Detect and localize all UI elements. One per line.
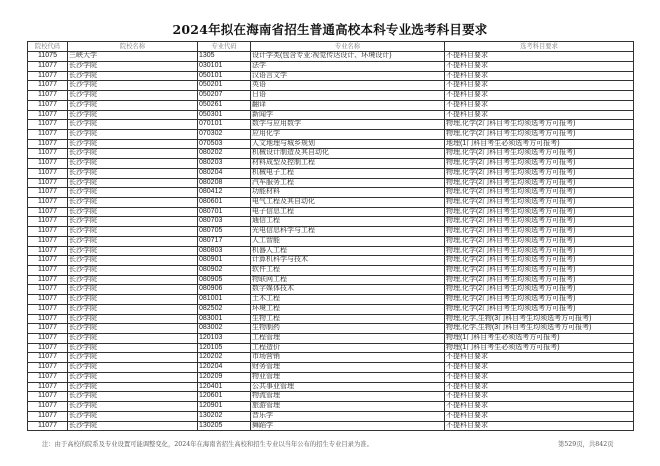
cell-school-name: 长沙学院 xyxy=(68,197,198,207)
cell-school-code: 11075 xyxy=(28,52,68,62)
cell-subject-requirement: 物理,化学(2门科目考生均须选考方可报考) xyxy=(445,295,634,305)
cell-major-code: 080701 xyxy=(198,207,251,217)
cell-school-code: 11077 xyxy=(28,324,68,334)
cell-major-code: 070503 xyxy=(198,139,251,149)
cell-major-code: 130205 xyxy=(198,421,251,431)
cell-school-code: 11077 xyxy=(28,207,68,217)
cell-major-name: 应用化学 xyxy=(251,129,445,139)
cell-major-code: 080906 xyxy=(198,285,251,295)
cell-school-code: 11077 xyxy=(28,343,68,353)
cell-school-code: 11077 xyxy=(28,110,68,120)
cell-major-name: 公共事业管理 xyxy=(251,382,445,392)
cell-subject-requirement: 不提科目要求 xyxy=(445,372,634,382)
cell-school-name: 长沙学院 xyxy=(68,353,198,363)
cell-school-name: 长沙学院 xyxy=(68,91,198,101)
cell-major-code: 080705 xyxy=(198,227,251,237)
table-row xyxy=(28,363,634,373)
cell-major-name: 土木工程 xyxy=(251,295,445,305)
cell-major-code: 120901 xyxy=(198,402,251,412)
cell-major-code: 080203 xyxy=(198,159,251,169)
table-row xyxy=(28,110,634,120)
cell-subject-requirement: 物理(1门科目考生必须选考方可报考) xyxy=(445,334,634,344)
cell-major-name: 通信工程 xyxy=(251,217,445,227)
cell-subject-requirement: 物理,化学(2门科目考生均须选考方可报考) xyxy=(445,266,634,276)
cell-school-code: 11077 xyxy=(28,275,68,285)
cell-subject-requirement: 不提科目要求 xyxy=(445,411,634,421)
cell-major-name: 数字媒体技术 xyxy=(251,285,445,295)
cell-school-code: 11077 xyxy=(28,363,68,373)
cell-school-code: 11077 xyxy=(28,304,68,314)
table-row xyxy=(28,227,634,237)
cell-major-code: 080204 xyxy=(198,168,251,178)
cell-major-code: 050261 xyxy=(198,100,251,110)
table-row xyxy=(28,411,634,421)
table-row xyxy=(28,266,634,276)
cell-school-name: 长沙学院 xyxy=(68,314,198,324)
cell-subject-requirement: 物理,化学(2门科目考生均须选考方可报考) xyxy=(445,168,634,178)
cell-major-code: 120103 xyxy=(198,334,251,344)
cell-school-code: 11077 xyxy=(28,411,68,421)
cell-major-name: 数学与应用数学 xyxy=(251,120,445,130)
cell-school-code: 11077 xyxy=(28,392,68,402)
cell-school-name: 长沙学院 xyxy=(68,71,198,81)
cell-major-name: 音乐学 xyxy=(251,411,445,421)
cell-major-code: 1305 xyxy=(198,52,251,62)
cell-major-name: 新闻学 xyxy=(251,110,445,120)
cell-major-code: 080902 xyxy=(198,266,251,276)
cell-major-name: 材料成型及控制工程 xyxy=(251,159,445,169)
cell-subject-requirement: 物理,化学,生物(3门科目考生均须选考方可报考) xyxy=(445,324,634,334)
cell-subject-requirement: 不提科目要求 xyxy=(445,392,634,402)
cell-major-code: 080208 xyxy=(198,178,251,188)
cell-subject-requirement: 物理,化学(2门科目考生均须选考方可报考) xyxy=(445,197,634,207)
cell-subject-requirement: 物理,化学(2门科目考生均须选考方可报考) xyxy=(445,129,634,139)
cell-subject-requirement: 不提科目要求 xyxy=(445,382,634,392)
table-row xyxy=(28,207,634,217)
cell-school-name: 长沙学院 xyxy=(68,236,198,246)
cell-subject-requirement: 物理,化学(2门科目考生均须选考方可报考) xyxy=(445,207,634,217)
page-indicator: 第529页，共842页 xyxy=(558,441,614,448)
table-row xyxy=(28,188,634,198)
header-school-code: 院校代码 xyxy=(28,42,68,52)
cell-school-name: 长沙学院 xyxy=(68,266,198,276)
cell-subject-requirement: 不提科目要求 xyxy=(445,61,634,71)
cell-school-code: 11077 xyxy=(28,372,68,382)
table-row xyxy=(28,382,634,392)
cell-major-name: 翻译 xyxy=(251,100,445,110)
cell-school-name: 长沙学院 xyxy=(68,129,198,139)
cell-school-code: 11077 xyxy=(28,236,68,246)
cell-major-code: 120202 xyxy=(198,353,251,363)
cell-school-name: 长沙学院 xyxy=(68,372,198,382)
cell-subject-requirement: 不提科目要求 xyxy=(445,71,634,81)
header-major-name: 专业名称 xyxy=(251,42,445,52)
cell-major-code: 130202 xyxy=(198,411,251,421)
cell-school-code: 11077 xyxy=(28,353,68,363)
table-row xyxy=(28,100,634,110)
cell-major-code: 070101 xyxy=(198,120,251,130)
cell-major-code: 120401 xyxy=(198,382,251,392)
cell-major-name: 物业管理 xyxy=(251,372,445,382)
cell-school-name: 长沙学院 xyxy=(68,334,198,344)
cell-major-code: 080905 xyxy=(198,275,251,285)
cell-major-name: 旅游管理 xyxy=(251,402,445,412)
cell-school-code: 11077 xyxy=(28,168,68,178)
table-row xyxy=(28,129,634,139)
cell-major-name: 物联网工程 xyxy=(251,275,445,285)
cell-major-name: 人工智能 xyxy=(251,236,445,246)
cell-subject-requirement: 物理,化学,生物(3门科目考生均须选考方可报考) xyxy=(445,314,634,324)
cell-subject-requirement: 物理,化学(2门科目考生均须选考方可报考) xyxy=(445,217,634,227)
table-row xyxy=(28,139,634,149)
page-title: 2024年拟在海南省招生普通高校本科专业选考科目要求 xyxy=(172,22,488,37)
cell-school-code: 11077 xyxy=(28,71,68,81)
cell-school-name: 长沙学院 xyxy=(68,149,198,159)
cell-subject-requirement: 不提科目要求 xyxy=(445,52,634,62)
table-row xyxy=(28,246,634,256)
table-row xyxy=(28,421,634,431)
cell-subject-requirement: 不提科目要求 xyxy=(445,353,634,363)
cell-school-name: 长沙学院 xyxy=(68,178,198,188)
cell-school-name: 长沙学院 xyxy=(68,207,198,217)
cell-school-code: 11077 xyxy=(28,197,68,207)
cell-major-code: 080717 xyxy=(198,236,251,246)
cell-major-code: 050301 xyxy=(198,110,251,120)
cell-school-name: 三峡大学 xyxy=(68,52,198,62)
table-row xyxy=(28,256,634,266)
cell-major-code: 081001 xyxy=(198,295,251,305)
cell-school-name: 长沙学院 xyxy=(68,256,198,266)
table-row xyxy=(28,81,634,91)
cell-subject-requirement: 物理,化学(2门科目考生均须选考方可报考) xyxy=(445,159,634,169)
cell-school-code: 11077 xyxy=(28,295,68,305)
table-row xyxy=(28,52,634,62)
cell-subject-requirement: 物理,化学(2门科目考生均须选考方可报考) xyxy=(445,178,634,188)
header-subject-requirement: 选考科目要求 xyxy=(445,42,634,52)
cell-major-name: 物流管理 xyxy=(251,392,445,402)
cell-school-code: 11077 xyxy=(28,227,68,237)
cell-major-name: 舞蹈学 xyxy=(251,421,445,431)
table-row xyxy=(28,149,634,159)
cell-school-name: 长沙学院 xyxy=(68,159,198,169)
cell-school-name: 长沙学院 xyxy=(68,275,198,285)
cell-school-name: 长沙学院 xyxy=(68,285,198,295)
cell-school-code: 11077 xyxy=(28,334,68,344)
cell-subject-requirement: 物理,化学(2门科目考生均须选考方可报考) xyxy=(445,227,634,237)
cell-school-name: 长沙学院 xyxy=(68,188,198,198)
cell-major-code: 070302 xyxy=(198,129,251,139)
cell-major-name: 生物制药 xyxy=(251,324,445,334)
cell-school-code: 11077 xyxy=(28,81,68,91)
cell-major-name: 工程造价 xyxy=(251,343,445,353)
cell-major-code: 080412 xyxy=(198,188,251,198)
cell-school-code: 11077 xyxy=(28,178,68,188)
cell-major-name: 设计学类(包含专业:视觉传达设计、环境设计) xyxy=(251,52,445,62)
cell-subject-requirement: 不提科目要求 xyxy=(445,402,634,412)
table-row xyxy=(28,71,634,81)
cell-school-name: 长沙学院 xyxy=(68,363,198,373)
cell-major-code: 080202 xyxy=(198,149,251,159)
footer-note: 注：由于高校的院系及专业设置可能调整变化，2024年在海南省招生高校和招生专业以当年公布的招生专业目录为准。 xyxy=(42,441,373,448)
cell-major-code: 083001 xyxy=(198,314,251,324)
table-row xyxy=(28,402,634,412)
cell-school-name: 长沙学院 xyxy=(68,227,198,237)
cell-school-name: 长沙学院 xyxy=(68,139,198,149)
cell-subject-requirement: 物理,化学(2门科目考生均须选考方可报考) xyxy=(445,256,634,266)
subject-requirements-table xyxy=(27,41,634,431)
cell-school-code: 11077 xyxy=(28,314,68,324)
cell-school-code: 11077 xyxy=(28,246,68,256)
cell-school-code: 11077 xyxy=(28,256,68,266)
cell-school-name: 长沙学院 xyxy=(68,402,198,412)
cell-major-name: 财务管理 xyxy=(251,363,445,373)
table-row xyxy=(28,324,634,334)
cell-major-code: 080803 xyxy=(198,246,251,256)
cell-subject-requirement: 地理(1门科目考生必须选考方可报考) xyxy=(445,139,634,149)
cell-major-code: 120209 xyxy=(198,372,251,382)
table-row xyxy=(28,314,634,324)
table-row xyxy=(28,236,634,246)
cell-school-name: 长沙学院 xyxy=(68,61,198,71)
cell-major-name: 电气工程及其自动化 xyxy=(251,197,445,207)
cell-subject-requirement: 不提科目要求 xyxy=(445,363,634,373)
cell-school-name: 长沙学院 xyxy=(68,168,198,178)
table-row xyxy=(28,285,634,295)
cell-major-code: 050201 xyxy=(198,81,251,91)
cell-major-name: 英语 xyxy=(251,81,445,91)
cell-major-code: 030101 xyxy=(198,61,251,71)
cell-major-code: 080703 xyxy=(198,217,251,227)
cell-major-name: 汉语言文学 xyxy=(251,71,445,81)
cell-major-name: 汽车服务工程 xyxy=(251,178,445,188)
cell-school-code: 11077 xyxy=(28,139,68,149)
table-row xyxy=(28,353,634,363)
cell-major-code: 050207 xyxy=(198,91,251,101)
table-row xyxy=(28,168,634,178)
cell-major-name: 生物工程 xyxy=(251,314,445,324)
cell-major-name: 市场营销 xyxy=(251,353,445,363)
cell-school-name: 长沙学院 xyxy=(68,382,198,392)
cell-major-name: 人文地理与城乡规划 xyxy=(251,139,445,149)
cell-major-code: 120601 xyxy=(198,392,251,402)
cell-major-name: 电子信息工程 xyxy=(251,207,445,217)
cell-school-name: 长沙学院 xyxy=(68,81,198,91)
table-row xyxy=(28,334,634,344)
cell-school-name: 长沙学院 xyxy=(68,217,198,227)
cell-major-code: 120204 xyxy=(198,363,251,373)
cell-major-name: 环境工程 xyxy=(251,304,445,314)
cell-major-code: 050101 xyxy=(198,71,251,81)
cell-major-code: 120105 xyxy=(198,343,251,353)
header-school-name: 院校名称 xyxy=(68,42,198,52)
table-row xyxy=(28,295,634,305)
cell-subject-requirement: 物理,化学(2门科目考生均须选考方可报考) xyxy=(445,188,634,198)
table-row xyxy=(28,304,634,314)
cell-school-code: 11077 xyxy=(28,217,68,227)
cell-school-name: 长沙学院 xyxy=(68,295,198,305)
cell-major-code: 080601 xyxy=(198,197,251,207)
cell-school-name: 长沙学院 xyxy=(68,304,198,314)
cell-school-name: 长沙学院 xyxy=(68,411,198,421)
cell-major-code: 082502 xyxy=(198,304,251,314)
cell-subject-requirement: 物理,化学(2门科目考生均须选考方可报考) xyxy=(445,275,634,285)
cell-school-code: 11077 xyxy=(28,159,68,169)
cell-school-code: 11077 xyxy=(28,402,68,412)
table-row xyxy=(28,217,634,227)
cell-school-code: 11077 xyxy=(28,61,68,71)
cell-subject-requirement: 不提科目要求 xyxy=(445,81,634,91)
table-row xyxy=(28,61,634,71)
cell-subject-requirement: 不提科目要求 xyxy=(445,110,634,120)
cell-subject-requirement: 物理,化学(2门科目考生均须选考方可报考) xyxy=(445,149,634,159)
cell-school-name: 长沙学院 xyxy=(68,100,198,110)
cell-major-name: 日语 xyxy=(251,91,445,101)
cell-school-code: 11077 xyxy=(28,129,68,139)
cell-school-code: 11077 xyxy=(28,91,68,101)
cell-major-name: 机械设计制造及其自动化 xyxy=(251,149,445,159)
cell-subject-requirement: 不提科目要求 xyxy=(445,100,634,110)
cell-school-code: 11077 xyxy=(28,421,68,431)
table-row xyxy=(28,120,634,130)
table-row xyxy=(28,178,634,188)
cell-school-code: 11077 xyxy=(28,266,68,276)
cell-subject-requirement: 物理(1门科目考生必须选考方可报考) xyxy=(445,343,634,353)
cell-school-name: 长沙学院 xyxy=(68,120,198,130)
cell-school-code: 11077 xyxy=(28,188,68,198)
cell-school-name: 长沙学院 xyxy=(68,392,198,402)
cell-subject-requirement: 物理,化学(2门科目考生均须选考方可报考) xyxy=(445,120,634,130)
cell-major-name: 工程管理 xyxy=(251,334,445,344)
cell-school-code: 11077 xyxy=(28,120,68,130)
cell-major-name: 机械电子工程 xyxy=(251,168,445,178)
cell-major-name: 计算机科学与技术 xyxy=(251,256,445,266)
cell-subject-requirement: 物理,化学(2门科目考生均须选考方可报考) xyxy=(445,304,634,314)
cell-school-code: 11077 xyxy=(28,100,68,110)
cell-major-name: 光电信息科学与工程 xyxy=(251,227,445,237)
table-row xyxy=(28,197,634,207)
cell-subject-requirement: 物理,化学(2门科目考生均须选考方可报考) xyxy=(445,285,634,295)
cell-major-name: 软件工程 xyxy=(251,266,445,276)
cell-school-code: 11077 xyxy=(28,285,68,295)
table-body xyxy=(28,52,634,431)
cell-subject-requirement: 物理,化学(2门科目考生均须选考方可报考) xyxy=(445,246,634,256)
cell-subject-requirement: 不提科目要求 xyxy=(445,421,634,431)
table-row xyxy=(28,392,634,402)
table-row xyxy=(28,343,634,353)
cell-major-name: 机器人工程 xyxy=(251,246,445,256)
cell-major-code: 083002 xyxy=(198,324,251,334)
cell-school-name: 长沙学院 xyxy=(68,110,198,120)
cell-school-name: 长沙学院 xyxy=(68,343,198,353)
cell-school-name: 长沙学院 xyxy=(68,324,198,334)
cell-school-code: 11077 xyxy=(28,149,68,159)
header-major-code: 专业代码 xyxy=(198,42,251,52)
table-row xyxy=(28,275,634,285)
table-row xyxy=(28,372,634,382)
table-row xyxy=(28,159,634,169)
cell-major-code: 080901 xyxy=(198,256,251,266)
table-header-row xyxy=(28,42,634,52)
cell-school-code: 11077 xyxy=(28,382,68,392)
table-row xyxy=(28,91,634,101)
cell-major-name: 功能材料 xyxy=(251,188,445,198)
cell-school-name: 长沙学院 xyxy=(68,246,198,256)
cell-major-name: 法学 xyxy=(251,61,445,71)
cell-subject-requirement: 物理,化学(2门科目考生均须选考方可报考) xyxy=(445,236,634,246)
cell-subject-requirement: 不提科目要求 xyxy=(445,91,634,101)
cell-school-name: 长沙学院 xyxy=(68,421,198,431)
